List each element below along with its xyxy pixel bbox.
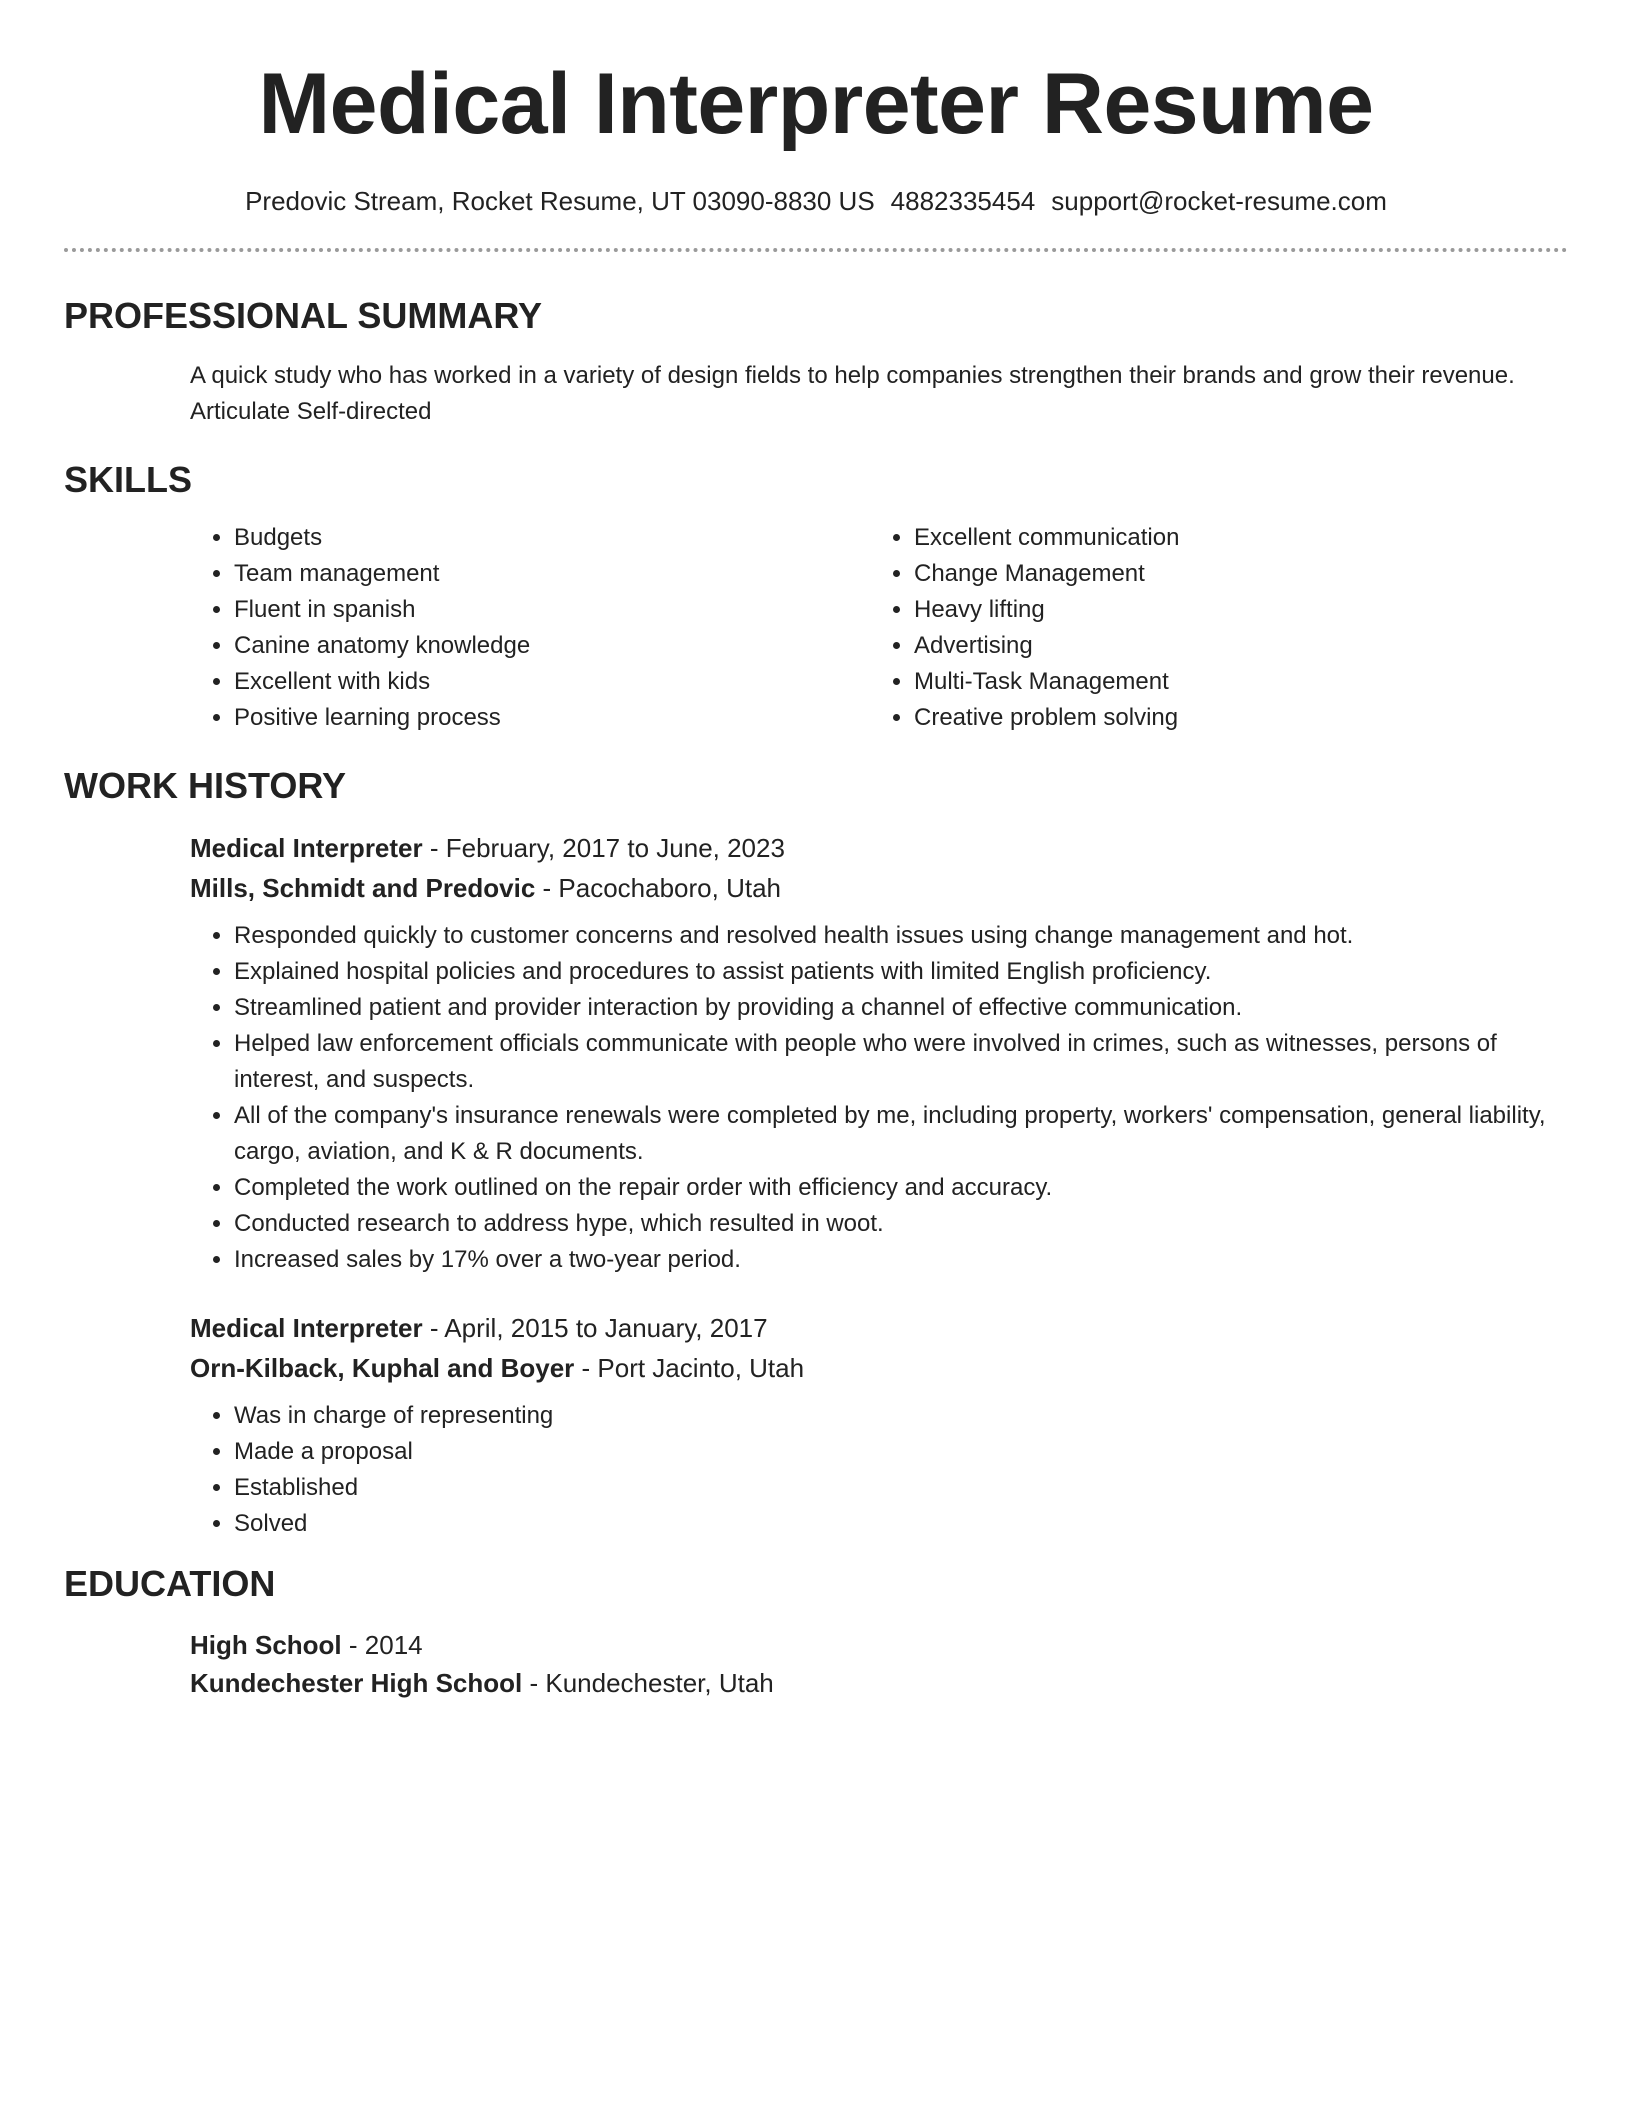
skill-item: • Positive learning process	[234, 700, 870, 736]
job-entry	[64, 1308, 1568, 1542]
education-school-line	[190, 1664, 1568, 1702]
education-school: Kundechester High School	[190, 1668, 523, 1698]
skills-heading: SKILLS	[64, 459, 193, 500]
job-company: Mills, Schmidt and Predovic	[190, 873, 536, 903]
education-entry	[64, 1626, 1568, 1702]
job-bullet: • All of the company's insurance renewals were completed by me, including property, workers' compensation, general liability, cargo, aviation, and K & R documents.	[234, 1098, 1568, 1170]
job-dates: - April, 2015 to January, 2017	[422, 1313, 768, 1343]
skill-item: • Team management	[234, 556, 870, 592]
job-title: Medical Interpreter	[190, 1313, 423, 1343]
work-history-heading: WORK HISTORY	[64, 765, 347, 806]
skill-item: • Excellent with kids	[234, 664, 870, 700]
job-bullet: • Established	[234, 1470, 1568, 1506]
job-company-line	[190, 868, 1568, 908]
job-bullet: • Conducted research to address hype, which resulted in woot.	[234, 1206, 1568, 1242]
skill-item: • Advertising	[914, 628, 1550, 664]
job-bullet: • Was in charge of representing	[234, 1398, 1568, 1434]
job-bullet: • Explained hospital policies and procedures to assist patients with limited English proficiency.	[234, 954, 1568, 990]
contact-email: support@rocket-resume.com	[1051, 186, 1387, 216]
job-location: - Pacochaboro, Utah	[535, 873, 782, 903]
job-bullet: • Helped law enforcement officials communicate with people who were involved in crimes, such as witnesses, persons of interest, and suspects.	[234, 1026, 1568, 1098]
skills-column-left	[190, 520, 870, 736]
job-title: Medical Interpreter	[190, 833, 423, 863]
job-title-line	[190, 828, 1568, 868]
skills-column-right	[870, 520, 1550, 736]
header-divider	[64, 248, 1568, 252]
job-bullet: • Streamlined patient and provider interaction by providing a channel of effective communication.	[234, 990, 1568, 1026]
job-company: Orn-Kilback, Kuphal and Boyer	[190, 1353, 575, 1383]
skill-item: • Multi-Task Management	[914, 664, 1550, 700]
skill-item: • Canine anatomy knowledge	[234, 628, 870, 664]
job-bullet: • Solved	[234, 1506, 1568, 1542]
contact-line	[64, 184, 1568, 218]
skill-item: • Excellent communication	[914, 520, 1550, 556]
education-degree-line	[190, 1626, 1568, 1664]
contact-address: Predovic Stream, Rocket Resume, UT 03090-8830 US	[245, 186, 875, 216]
summary-line-2: Articulate Self-directed	[190, 398, 432, 425]
education-degree: High School	[190, 1630, 342, 1660]
job-company-line	[190, 1348, 1568, 1388]
skill-item: • Fluent in spanish	[234, 592, 870, 628]
job-dates: - February, 2017 to June, 2023	[422, 833, 785, 863]
summary-heading: PROFESSIONAL SUMMARY	[64, 295, 543, 336]
job-title-line	[190, 1308, 1568, 1348]
education-location: - Kundechester, Utah	[522, 1668, 774, 1698]
contact-phone: 4882335454	[890, 186, 1036, 216]
job-entry	[64, 828, 1568, 1278]
job-bullet: • Responded quickly to customer concerns and resolved health issues using change management and hot.	[234, 918, 1568, 954]
education-year: - 2014	[341, 1630, 423, 1660]
job-bullets	[190, 918, 1568, 1278]
skill-item: • Budgets	[234, 520, 870, 556]
skills-list	[64, 520, 1568, 736]
job-bullets	[190, 1398, 1568, 1542]
resume-title: Medical Interpreter Resume	[258, 56, 1374, 152]
job-bullet: • Made a proposal	[234, 1434, 1568, 1470]
job-location: - Port Jacinto, Utah	[574, 1353, 805, 1383]
summary-line-1: A quick study who has worked in a variety of design fields to help companies strengthen their brands and grow their revenue.	[190, 362, 1515, 389]
skill-item: • Creative problem solving	[914, 700, 1550, 736]
job-bullet: • Completed the work outlined on the repair order with efficiency and accuracy.	[234, 1170, 1568, 1206]
job-bullet: • Increased sales by 17% over a two-year period.	[234, 1242, 1568, 1278]
summary-text	[64, 358, 1568, 430]
education-heading: EDUCATION	[64, 1563, 276, 1604]
skill-item: • Heavy lifting	[914, 592, 1550, 628]
skill-item: • Change Management	[914, 556, 1550, 592]
